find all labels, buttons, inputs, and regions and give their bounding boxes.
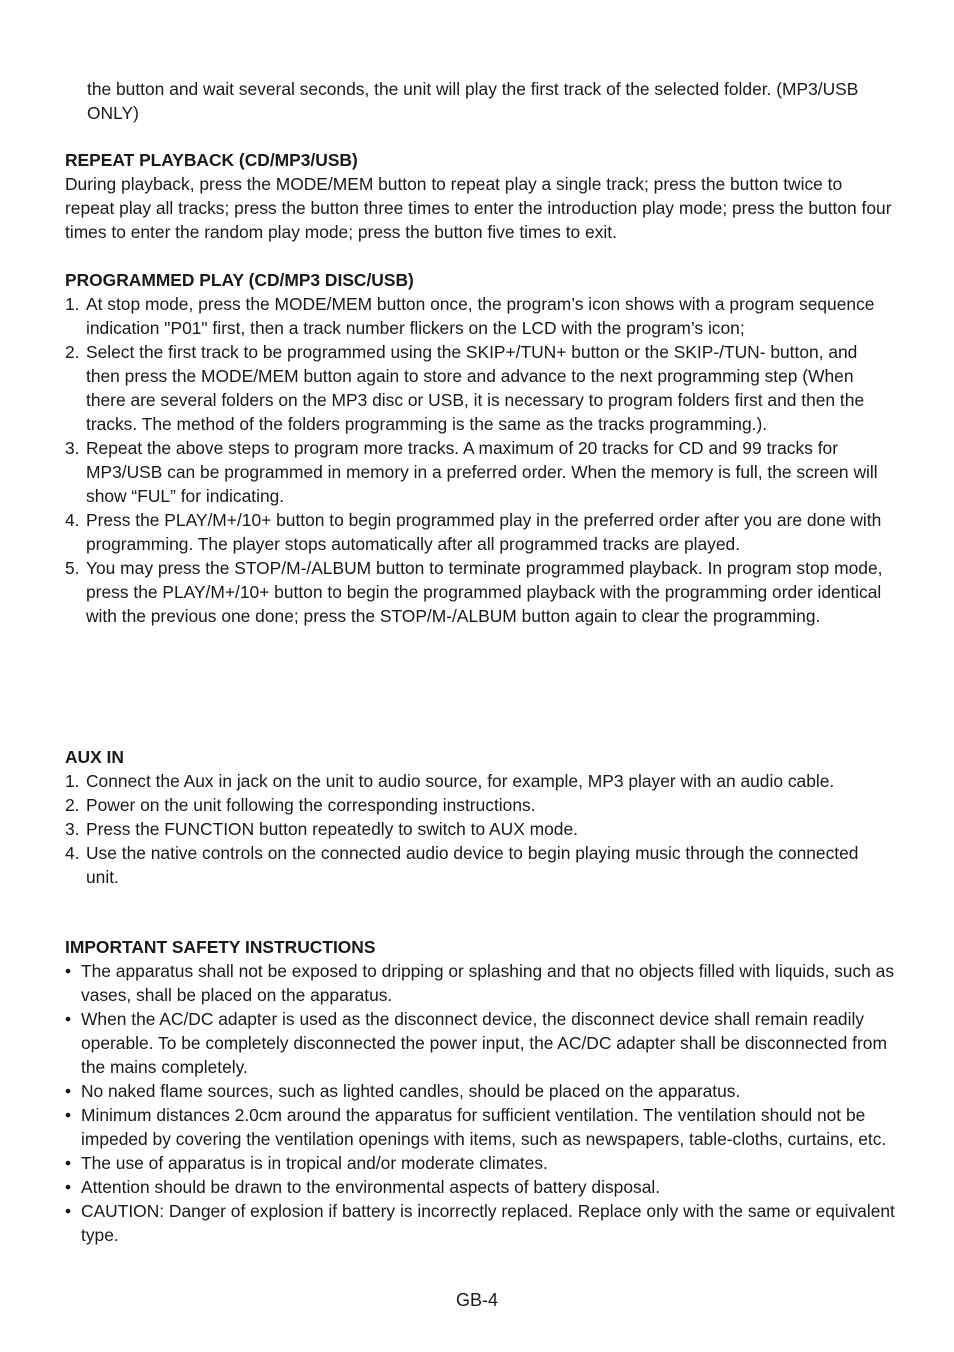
list-item bbox=[65, 959, 895, 1007]
repeat-playback-section bbox=[65, 148, 895, 244]
list-item bbox=[65, 1175, 895, 1199]
bullet-icon: • bbox=[65, 1105, 72, 1125]
bullet-icon: • bbox=[65, 1153, 72, 1173]
safety-text: CAUTION: Danger of explosion if battery is incorrectly replaced. Replace only with the same or equivalent type. bbox=[81, 1201, 895, 1245]
safety-section bbox=[65, 935, 895, 1247]
bullet-icon: • bbox=[65, 1177, 72, 1197]
programmed-play-steps bbox=[65, 292, 895, 628]
aux-in-steps bbox=[65, 769, 895, 889]
list-item bbox=[65, 556, 895, 628]
step-text: Power on the unit following the corresponding instructions. bbox=[86, 795, 536, 815]
step-number: 3. bbox=[65, 438, 80, 458]
step-text: Use the native controls on the connected audio device to begin playing music through the connected unit. bbox=[86, 843, 859, 887]
aux-in-section bbox=[65, 745, 895, 889]
step-text: Press the PLAY/M+/10+ button to begin programmed play in the preferred order after you are done with programming. The player stops automatically after all programmed tracks are played. bbox=[86, 510, 882, 554]
safety-text: When the AC/DC adapter is used as the disconnect device, the disconnect device shall remain readily operable. To be completely disconnected the power input, the AC/DC adapter shall be disconnected from the mains completely. bbox=[81, 1009, 887, 1077]
step-number: 3. bbox=[65, 819, 80, 839]
step-text: Select the first track to be programmed using the SKIP+/TUN+ button or the SKIP-/TUN- button, and then press the MODE/MEM button again to store and advance to the next programming step (When there are several folders on the MP3 disc or USB, it is necessary to program folders first and then the tracks. The method of the folders programming is the same as the tracks programming.). bbox=[86, 342, 865, 434]
safety-text: No naked flame sources, such as lighted candles, should be placed on the apparatus. bbox=[81, 1081, 741, 1101]
list-item bbox=[65, 1151, 895, 1175]
step-number: 2. bbox=[65, 342, 80, 362]
step-number: 1. bbox=[65, 294, 80, 314]
list-item bbox=[65, 1199, 895, 1247]
list-item bbox=[65, 1079, 895, 1103]
intro-continuation: the button and wait several seconds, the unit will play the first track of the selected folder. (MP3/USB ONLY) bbox=[87, 79, 859, 123]
bullet-icon: • bbox=[65, 961, 72, 981]
repeat-playback-body: During playback, press the MODE/MEM button to repeat play a single track; press the button twice to repeat play all tracks; press the button three times to enter the introduction play mode; press the button four times to enter the random play mode; press the button five times to exit. bbox=[65, 174, 892, 242]
bullet-icon: • bbox=[65, 1201, 72, 1221]
safety-heading: IMPORTANT SAFETY INSTRUCTIONS bbox=[65, 937, 376, 957]
list-item bbox=[65, 1103, 895, 1151]
list-item bbox=[65, 1007, 895, 1079]
step-number: 4. bbox=[65, 843, 80, 863]
step-text: Connect the Aux in jack on the unit to audio source, for example, MP3 player with an audio cable. bbox=[86, 771, 835, 791]
intro-section bbox=[65, 77, 895, 125]
list-item bbox=[65, 841, 895, 889]
bullet-icon: • bbox=[65, 1081, 72, 1101]
step-number: 2. bbox=[65, 795, 80, 815]
safety-text: The apparatus shall not be exposed to dripping or splashing and that no objects filled with liquids, such as vases, shall be placed on the apparatus. bbox=[81, 961, 895, 1005]
list-item bbox=[65, 508, 895, 556]
list-item bbox=[65, 769, 895, 793]
list-item bbox=[65, 793, 895, 817]
safety-text: Minimum distances 2.0cm around the apparatus for sufficient ventilation. The ventilation should not be impeded by covering the ventilation openings with items, such as newspapers, table-cloths, curtains, etc. bbox=[81, 1105, 887, 1149]
programmed-play-section bbox=[65, 268, 895, 628]
step-text: Repeat the above steps to program more tracks. A maximum of 20 tracks for CD and 99 tracks for MP3/USB can be programmed in memory in a preferred order. When the memory is full, the screen will show “FUL” for indicating. bbox=[86, 438, 878, 506]
bullet-icon: • bbox=[65, 1009, 72, 1029]
step-text: At stop mode, press the MODE/MEM button once, the program’s icon shows with a program sequence indication "P01" first, then a track number flickers on the LCD with the program’s icon; bbox=[86, 294, 875, 338]
programmed-play-heading: PROGRAMMED PLAY (CD/MP3 DISC/USB) bbox=[65, 270, 414, 290]
step-number: 5. bbox=[65, 558, 80, 578]
step-text: Press the FUNCTION button repeatedly to switch to AUX mode. bbox=[86, 819, 578, 839]
step-text: You may press the STOP/M-/ALBUM button to terminate programmed playback. In program stop mode, press the PLAY/M+/10+ button to begin the programmed playback with the programming order identical with the previous one done; press the STOP/M-/ALBUM button again to clear the programming. bbox=[86, 558, 883, 626]
page-number: GB-4 bbox=[455, 1290, 498, 1310]
step-number: 4. bbox=[65, 510, 80, 530]
list-item bbox=[65, 340, 895, 436]
list-item bbox=[65, 292, 895, 340]
safety-list bbox=[65, 959, 895, 1247]
list-item bbox=[65, 817, 895, 841]
safety-text: Attention should be drawn to the environmental aspects of battery disposal. bbox=[81, 1177, 661, 1197]
repeat-playback-heading: REPEAT PLAYBACK (CD/MP3/USB) bbox=[65, 150, 358, 170]
safety-text: The use of apparatus is in tropical and/or moderate climates. bbox=[81, 1153, 548, 1173]
aux-in-heading: AUX IN bbox=[65, 747, 124, 767]
list-item bbox=[65, 436, 895, 508]
step-number: 1. bbox=[65, 771, 80, 791]
